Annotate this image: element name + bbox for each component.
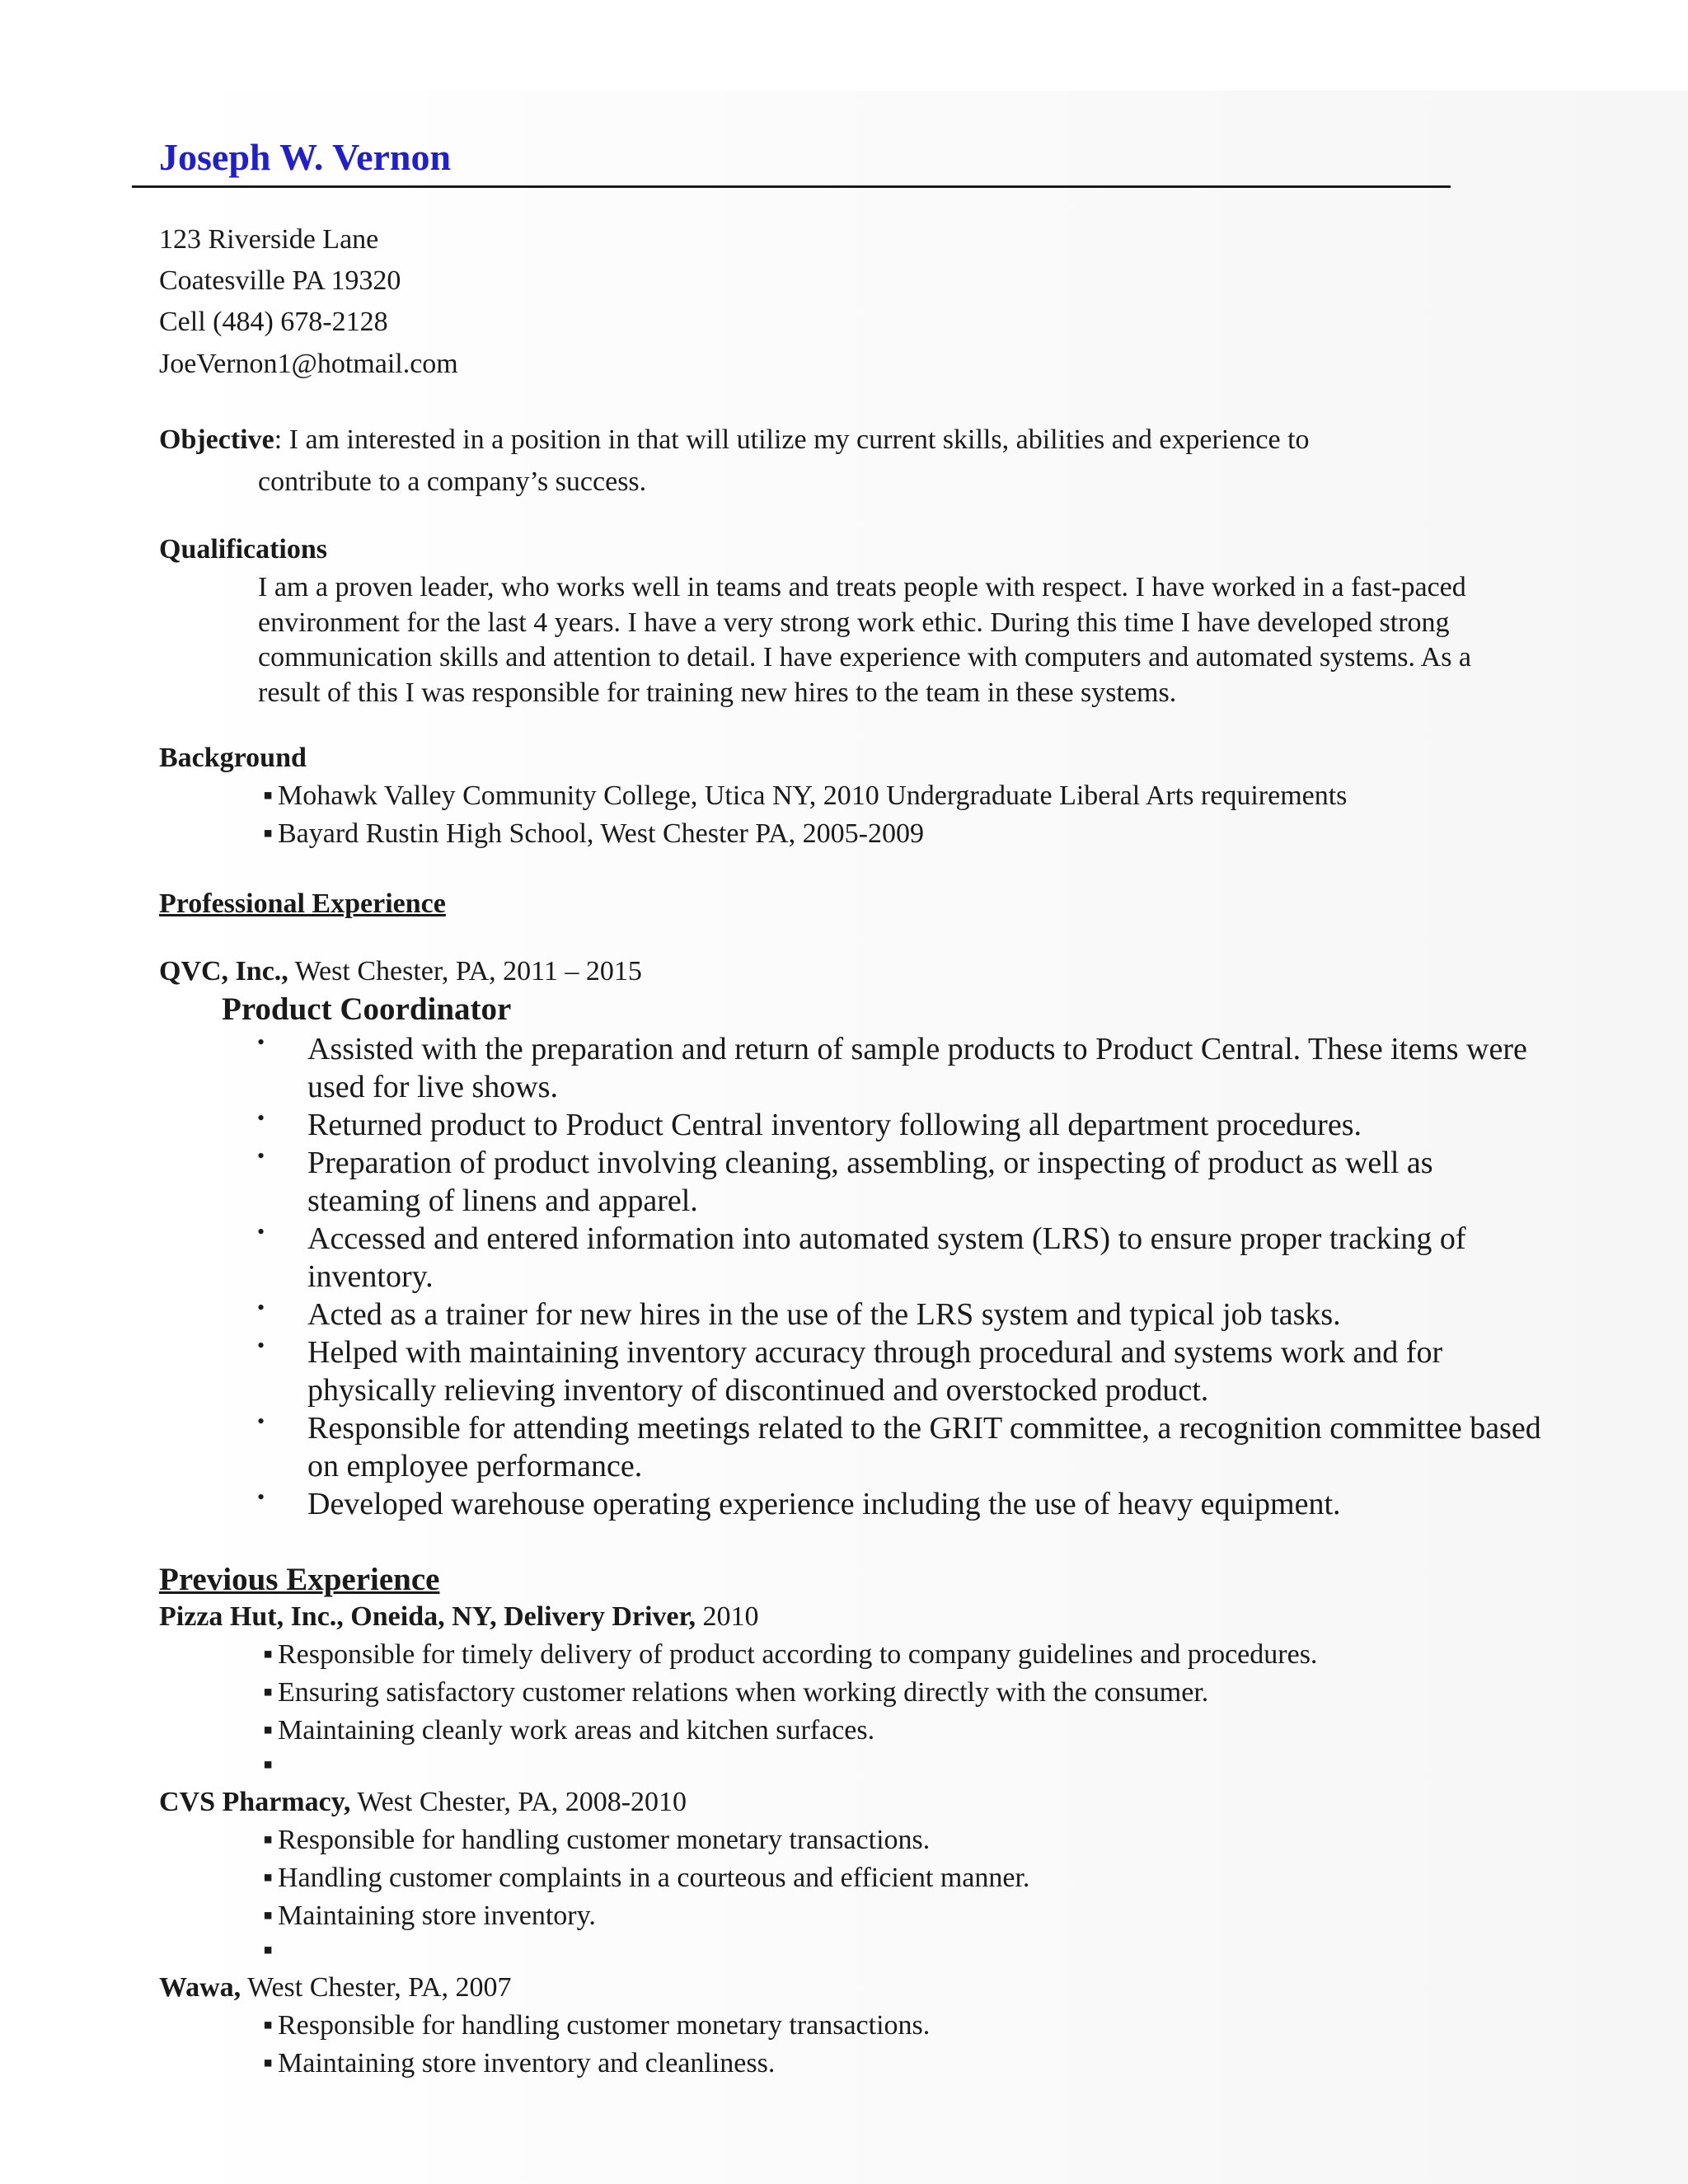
list-item-text: Assisted with the preparation and return of sample products to Product Central. These items were used for live shows. (307, 1032, 1527, 1104)
contact-phone: Cell (484) 678-2128 (159, 307, 388, 337)
previous-experience-heading: Previous Experience (159, 1562, 440, 1597)
list-item-text: Returned product to Product Central inventory following all department procedures. (307, 1108, 1362, 1142)
list-item (258, 1825, 930, 1856)
objective-label: Objective (159, 424, 274, 455)
list-item-text: Responsible for handling customer monetary transactions. (278, 1825, 931, 1855)
qvc-company-name: QVC, Inc., (159, 956, 288, 987)
list-item-text: Accessed and entered information into automated system (LRS) to ensure proper tracking of inventory. (307, 1221, 1466, 1294)
bullet-icon: • (257, 1485, 265, 1509)
list-item-text: Helped with maintaining inventory accuracy through procedural and systems work and for physically relieving inventory of discontinued and overstocked product. (307, 1335, 1443, 1408)
bullet-icon: • (257, 1220, 265, 1244)
candidate-name: Joseph W. Vernon (159, 136, 452, 178)
background-label: Background (159, 743, 307, 773)
bullet-icon: • (257, 1106, 265, 1130)
list-item-text: Responsible for handling customer monetary transactions. (278, 2010, 931, 2041)
list-item-text: Responsible for timely delivery of product according to company guidelines and procedures. (278, 1639, 1318, 1670)
cvs-detail: West Chester, PA, 2008-2010 (350, 1787, 687, 1817)
bullet-icon: ▪ (262, 2048, 274, 2079)
bullet-icon: ▪ (262, 780, 274, 811)
background-item (258, 780, 1347, 812)
empty-bullet (258, 1935, 278, 1966)
wawa-detail: West Chester, PA, 2007 (241, 1972, 512, 2003)
list-item (258, 1715, 874, 1746)
background-item-text: Bayard Rustin High School, West Chester PA, 2005-2009 (278, 818, 924, 849)
list-item (258, 1900, 596, 1932)
objective-text: : I am interested in a position in that will utilize my current skills, abilities and experience to (274, 424, 1310, 455)
list-item-text: Developed warehouse operating experience including the use of heavy equipment. (307, 1487, 1341, 1521)
qvc-company-line (159, 956, 642, 987)
professional-experience-heading: Professional Experience (159, 888, 446, 919)
contact-address: 123 Riverside Lane (159, 224, 379, 255)
list-item-text: Responsible for attending meetings related to the GRIT committee, a recognition committee based on employee performance. (307, 1411, 1541, 1483)
bullet-icon: ▪ (262, 1935, 274, 1966)
wawa-company-name: Wawa, (159, 1972, 241, 2003)
wawa-company-line (159, 1972, 512, 2004)
bullet-icon: • (257, 1409, 265, 1433)
bullet-icon: ▪ (262, 2010, 274, 2041)
cvs-company-line (159, 1787, 687, 1818)
qualifications-label: Qualifications (159, 534, 328, 565)
bullet-icon: • (257, 1296, 265, 1319)
bullet-icon: ▪ (262, 1825, 274, 1855)
list-item-text: Ensuring satisfactory customer relations when working directly with the consumer. (278, 1677, 1209, 1708)
background-item (258, 818, 924, 850)
empty-bullet (258, 1750, 278, 1781)
list-item-text: Maintaining store inventory. (278, 1900, 596, 1931)
list-item-text: Preparation of product involving cleaning, assembling, or inspecting of product as well as steaming of linens and apparel. (307, 1146, 1433, 1218)
bullet-icon: • (257, 1030, 265, 1054)
objective-text-continued: contribute to a company’s success. (258, 466, 647, 497)
job-title: Product Coordinator (222, 991, 512, 1027)
background-item-text: Mohawk Valley Community College, Utica NY, 2010 Undergraduate Liberal Arts requirements (278, 780, 1348, 811)
bullet-icon: ▪ (262, 1900, 274, 1931)
qvc-company-detail: West Chester, PA, 2011 – 2015 (288, 956, 642, 987)
qualifications-text: I am a proven leader, who works well in teams and treats people with respect. I have worked in a fast-paced environment for the last 4 years. I have a very strong work ethic. During this time I have developed strong communication skills and attention to detail. I have experience with computers and automated systems. As a result of this I was responsible for training new hires to the team in these systems. (258, 572, 1472, 708)
bullet-icon: ▪ (262, 1639, 274, 1670)
bullet-icon: ▪ (262, 1750, 274, 1780)
objective-line (159, 424, 1310, 456)
list-item-text: Acted as a trainer for new hires in the use of the LRS system and typical job tasks. (307, 1297, 1341, 1332)
contact-city: Coatesville PA 19320 (159, 265, 401, 296)
list-item-text: Maintaining store inventory and cleanliness. (278, 2048, 776, 2079)
bullet-icon: ▪ (262, 1715, 274, 1746)
cvs-company-name: CVS Pharmacy, (159, 1787, 351, 1817)
list-item-text: Maintaining cleanly work areas and kitchen surfaces. (278, 1715, 875, 1746)
bullet-icon: • (257, 1144, 265, 1168)
bullet-icon: ▪ (262, 1863, 274, 1893)
contact-email: JoeVernon1@hotmail.com (159, 349, 458, 379)
pizza-hut-detail: 2010 (695, 1601, 759, 1632)
list-item (258, 2048, 775, 2079)
list-item (258, 2010, 930, 2041)
header-divider (132, 185, 1451, 188)
list-item-text: Handling customer complaints in a courteous and efficient manner. (278, 1863, 1030, 1893)
bullet-icon: ▪ (262, 1677, 274, 1708)
list-item (258, 1677, 1208, 1708)
pizza-hut-company-name: Pizza Hut, Inc., Oneida, NY, Delivery Driver, (159, 1601, 696, 1632)
bullet-icon: ▪ (262, 818, 274, 849)
list-item (258, 1639, 1317, 1671)
bullet-icon: • (257, 1333, 265, 1357)
pizza-hut-company-line (159, 1601, 758, 1633)
list-item (258, 1863, 1029, 1894)
